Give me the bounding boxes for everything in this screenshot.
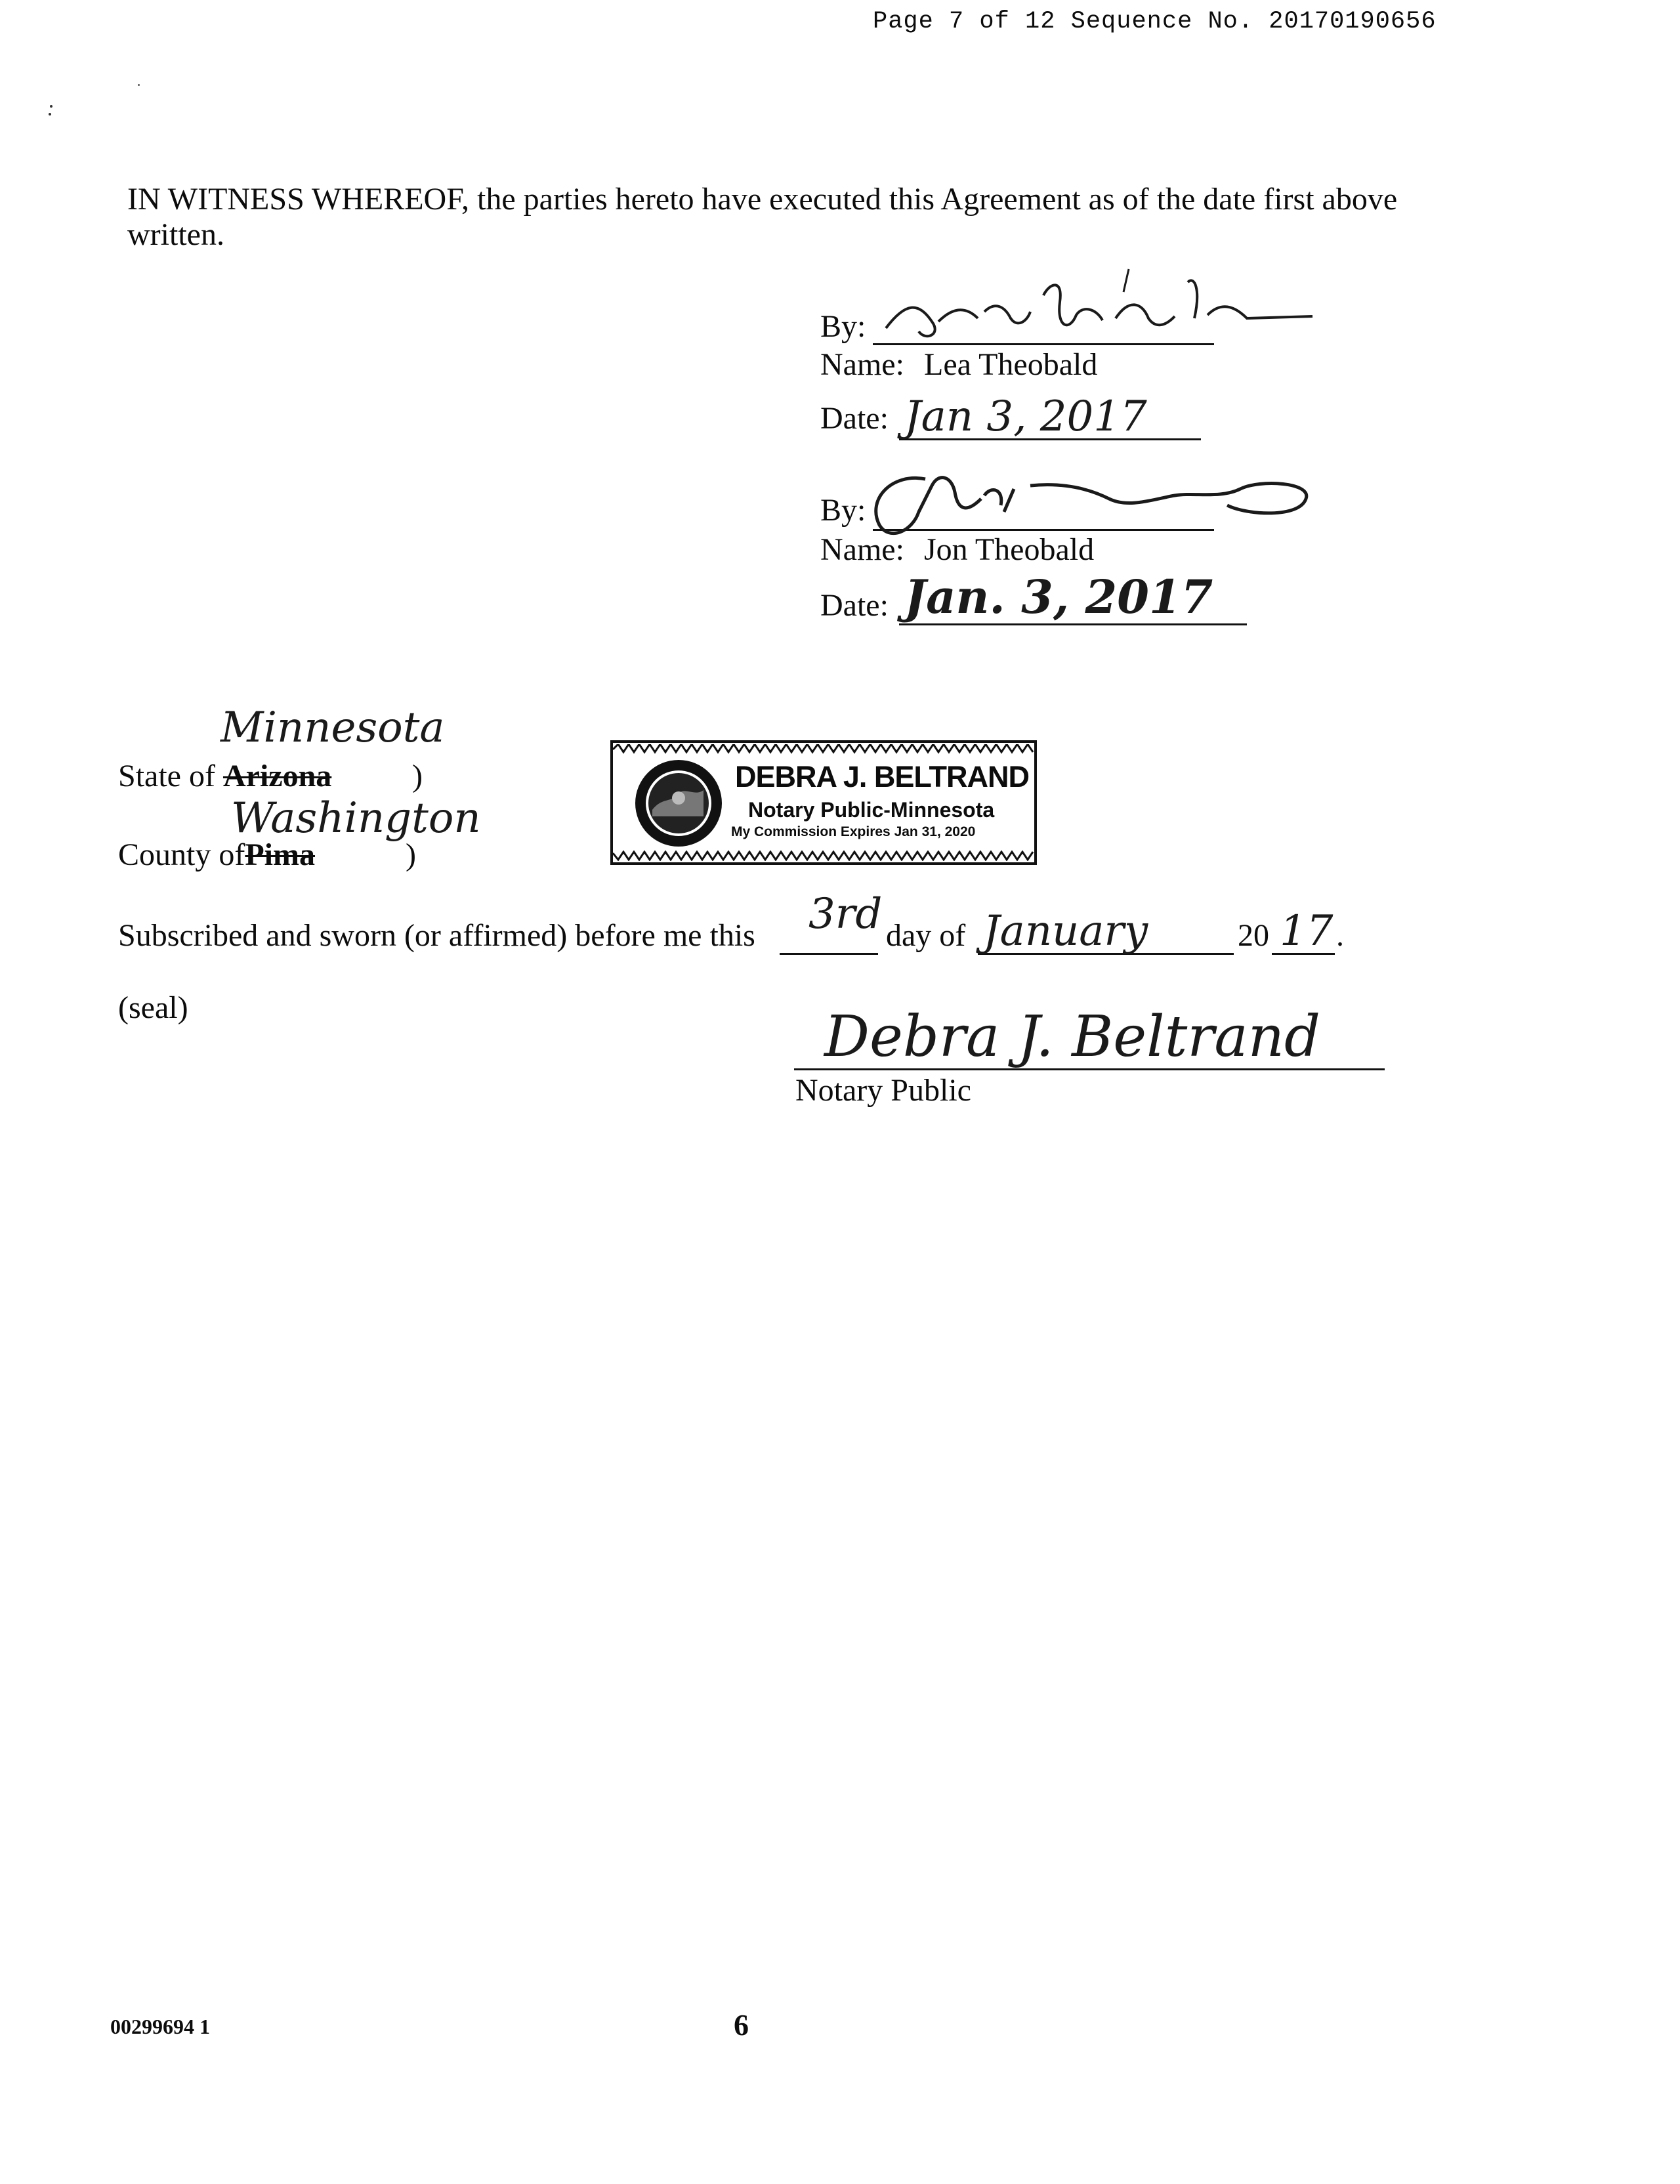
state-seal-icon: [633, 757, 724, 849]
jurat-text-mid: day of: [886, 918, 966, 953]
stamp-zigzag-top: [613, 744, 1034, 755]
jurat-year-prefix: 20: [1238, 918, 1269, 953]
county-struck: Pima: [245, 837, 315, 872]
state-paren: ): [412, 759, 423, 793]
signer2-date-label: Date:: [820, 588, 889, 623]
jurat-day: 3rd: [808, 890, 883, 938]
signer1-date: Jan 3, 2017: [904, 392, 1147, 441]
county-handwritten: Washington: [231, 794, 481, 843]
state-struck: Arizona: [222, 759, 332, 793]
footer-page-number: 6: [734, 2008, 749, 2042]
signer1-signature: [879, 256, 1326, 354]
signer2-name: Jon Theobald: [924, 532, 1095, 567]
jurat-year-suffix: 17: [1280, 907, 1334, 956]
footer-doc-id: 00299694 1: [110, 2015, 210, 2038]
witness-line-1: IN WITNESS WHEREOF, the parties hereto have executed this Agreement as of the date first above: [127, 182, 1398, 217]
jurat-month: January: [983, 907, 1148, 956]
notary-stamp: [610, 740, 1037, 865]
county-label: County of: [118, 837, 245, 872]
signer2-date: Jan. 3, 2017: [904, 570, 1213, 624]
signer1-date-label: Date:: [820, 401, 889, 436]
jurat-text-before: Subscribed and sworn (or affirmed) before me this: [118, 918, 755, 953]
notary-public-label: Notary Public: [795, 1073, 971, 1108]
signer2-by-label: By:: [820, 493, 866, 528]
signer2-name-label: Name:: [820, 532, 904, 567]
jurat-day-line: [780, 953, 878, 955]
signer1-name: Lea Theobald: [924, 347, 1098, 382]
scan-speck: [49, 113, 51, 116]
jurat-period: .: [1336, 918, 1344, 953]
signer1-name-label: Name:: [820, 347, 904, 382]
scan-speck: [50, 105, 52, 108]
county-of-label: [118, 837, 315, 873]
state-label: State of: [118, 759, 215, 793]
state-of-label: [118, 758, 331, 794]
stamp-commission: My Commission Expires Jan 31, 2020: [731, 824, 976, 839]
stamp-title: Notary Public-Minnesota: [748, 798, 995, 822]
state-handwritten: Minnesota: [220, 704, 445, 752]
scan-speck: [138, 84, 140, 86]
page-header: Page 7 of 12 Sequence No. 20170190656: [873, 8, 1437, 35]
seal-label: (seal): [118, 990, 188, 1025]
notary-signature: Debra J. Beltrand: [824, 1004, 1321, 1070]
county-paren: ): [406, 837, 416, 872]
signer1-by-label: By:: [820, 309, 866, 344]
stamp-name: DEBRA J. BELTRAND: [735, 760, 1030, 793]
witness-line-2: written.: [127, 217, 224, 252]
notary-signature-line: [794, 1068, 1385, 1070]
stamp-zigzag-bottom: [613, 850, 1034, 861]
